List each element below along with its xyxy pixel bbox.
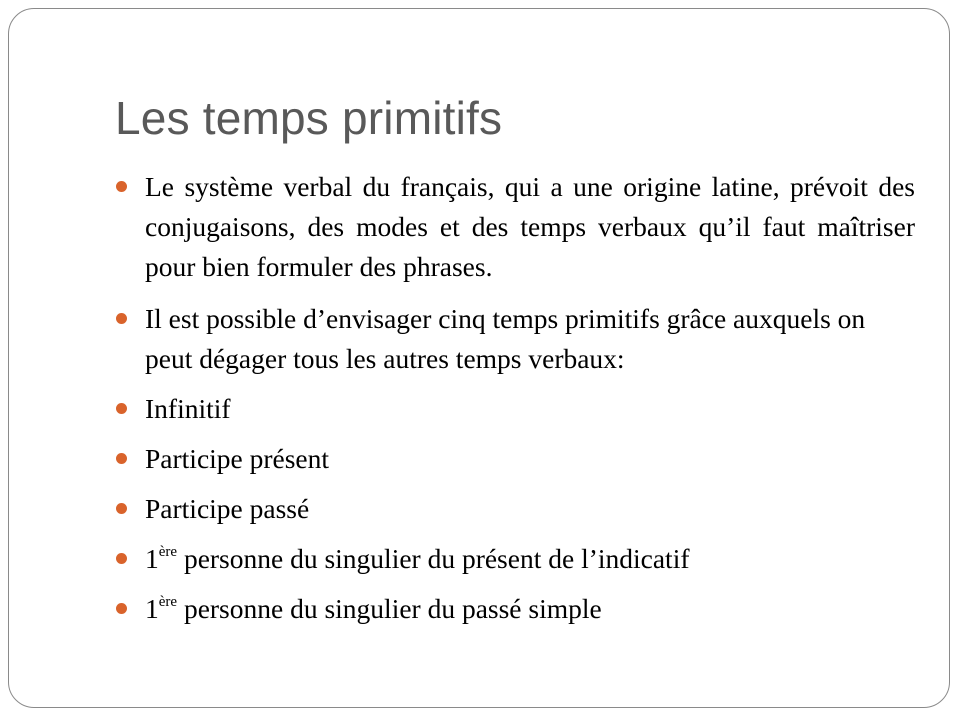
bullet-item	[115, 439, 915, 479]
bullet-item	[115, 589, 915, 629]
bullet-dot-icon	[116, 603, 127, 614]
bullet-text: Il est possible d’envisager cinq temps primitifs grâce auxquels on peut dégager tous les autres temps verbaux:	[145, 303, 866, 374]
bullet-superscript: ère	[158, 544, 178, 560]
bullet-item	[115, 539, 915, 579]
bullet-item	[115, 167, 915, 287]
bullet-dot-icon	[116, 403, 127, 414]
bullet-text: Participe passé	[145, 493, 310, 524]
bullet-dot-icon	[116, 313, 127, 324]
bullet-item	[115, 489, 915, 529]
bullet-superscript: ère	[158, 594, 178, 610]
bullet-number: 1	[145, 593, 159, 624]
bullet-text: Infinitif	[145, 393, 231, 424]
bullet-text: personne du singulier du passé simple	[177, 593, 602, 624]
bullet-text: Le système verbal du français, qui a une origine latine, prévoit des conjugaisons, des modes et des temps verbaux qu’il faut maîtriser pour bien formuler des phrases.	[145, 171, 915, 282]
bullet-item	[115, 299, 915, 379]
bullet-number: 1	[145, 543, 159, 574]
bullet-list	[115, 167, 915, 629]
bullet-dot-icon	[116, 181, 127, 192]
bullet-dot-icon	[116, 453, 127, 464]
bullet-dot-icon	[116, 553, 127, 564]
bullet-text: Participe présent	[145, 443, 330, 474]
slide-title: Les temps primitifs	[115, 92, 503, 144]
bullet-text: personne du singulier du présent de l’indicatif	[177, 543, 690, 574]
bullet-item	[115, 389, 915, 429]
bullet-dot-icon	[116, 503, 127, 514]
slide	[8, 8, 950, 708]
